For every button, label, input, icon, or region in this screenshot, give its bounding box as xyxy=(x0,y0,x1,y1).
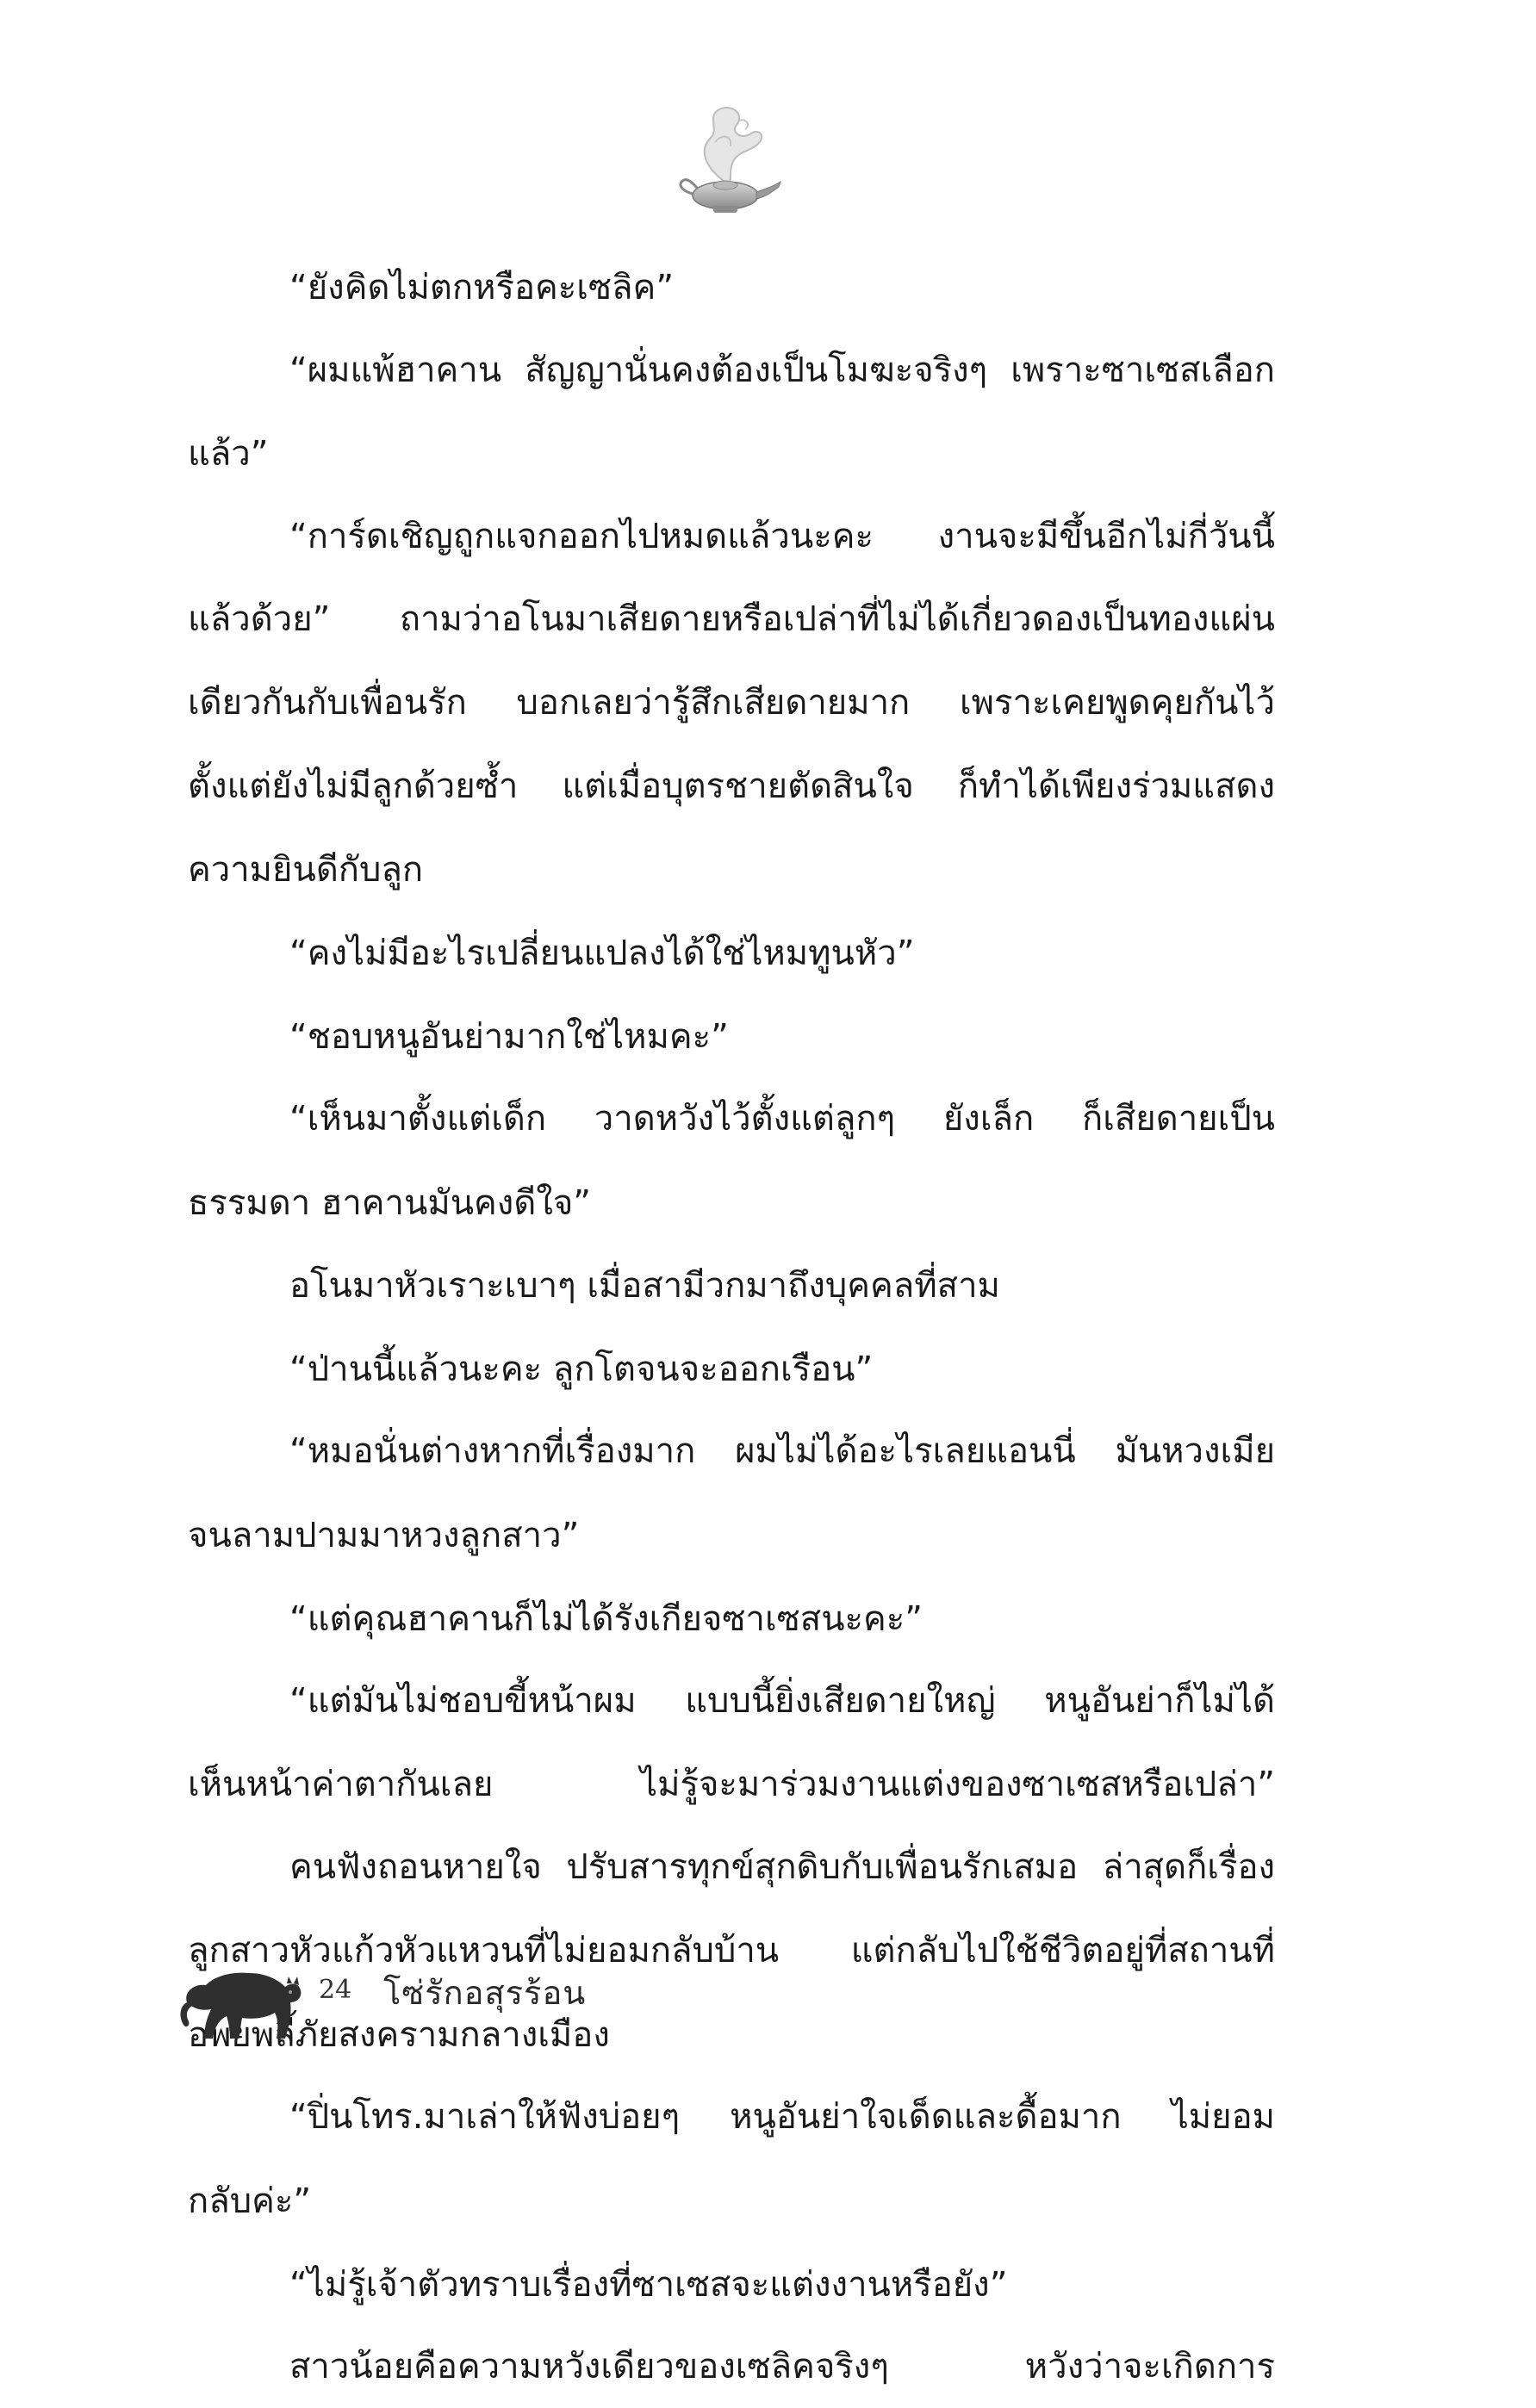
text-line: อพยพลี้ภัยสงครามกลางเมือง xyxy=(188,2014,610,2055)
text-line: กลับค่ะ” xyxy=(188,2181,312,2221)
text-line: “การ์ดเชิญถูกแจกออกไปหมดแล้วนะคะ งานจะมีขึ้นอีกไม่กี่วันนี้ xyxy=(289,516,1275,556)
text-line: “เห็นมาตั้งแต่เด็ก วาดหวังไว้ตั้งแต่ลูกๆ ยังเล็ก ก็เสียดายเป็น xyxy=(289,1098,1275,1139)
text-line: เห็นหน้าค่าตากันเลย ไม่รู้จะมาร่วมงานแต่งของซาเซสหรือเปล่า” xyxy=(188,1764,1275,1804)
text-line: อโนมาหัวเราะเบาๆ เมื่อสามีวกมาถึงบุคคลที่สาม xyxy=(289,1266,1000,1306)
text-line: แล้วด้วย” ถามว่าอโนมาเสียดายหรือเปล่าที่ไม่ได้เกี่ยวดองเป็นทองแผ่น xyxy=(188,599,1275,640)
text-line: ธรรมดา ฮาคานมันคงดีใจ” xyxy=(188,1182,592,1223)
text-line: เดียวกันกับเพื่อนรัก บอกเลยว่ารู้สึกเสียดายมาก เพราะเคยพูดคุยกันไว้ xyxy=(188,682,1275,723)
book-title: โซ่รักอสุรร้อน xyxy=(383,1974,587,2012)
panther-icon xyxy=(177,1942,306,2045)
text-line: ลูกสาวหัวแก้วหัวแหวนที่ไม่ยอมกลับบ้าน แต่กลับไปใช้ชีวิตอยู่ที่สถานที่ xyxy=(188,1930,1275,1970)
text-line: “ผมแพ้ฮาคาน สัญญานั่นคงต้องเป็นโมฆะจริงๆ เพราะซาเซสเลือก xyxy=(289,350,1275,390)
text-line: “แต่คุณฮาคานก็ไม่ได้รังเกียจซาเซสนะคะ” xyxy=(289,1598,923,1639)
text-line: จนลามปามมาหวงลูกสาว” xyxy=(188,1516,580,1556)
text-line: ความยินดีกับลูก xyxy=(188,850,424,891)
text-line: “แต่มันไม่ชอบขี้หน้าผม แบบนี้ยิ่งเสียดายใหญ่ หนูอันย่าก็ไม่ได้ xyxy=(289,1681,1275,1722)
page-number: 24 xyxy=(319,1975,352,2005)
text-line: ตั้งแต่ยังไม่มีลูกด้วยซ้ำ แต่เมื่อบุตรชายตัดสินใจ ก็ทำได้เพียงร่วมแสดง xyxy=(188,766,1275,806)
text-line: “ไม่รู้เจ้าตัวทราบเรื่องที่ซาเซสจะแต่งงานหรือยัง” xyxy=(289,2264,1008,2305)
genie-lamp-icon xyxy=(672,99,784,220)
page-footer xyxy=(177,1942,625,2045)
text-line: แล้ว” xyxy=(188,434,269,475)
text-line: “คงไม่มีอะไรเปลี่ยนแปลงได้ใช่ไหมทูนหัว” xyxy=(289,934,915,974)
text-line: “ยังคิดไม่ตกหรือคะเซลิค” xyxy=(289,268,675,308)
text-line: “ป่านนี้แล้วนะคะ ลูกโตจนจะออกเรือน” xyxy=(289,1350,874,1390)
text-line: สาวน้อยคือความหวังเดียวของเซลิคจริงๆ หวังว่าจะเกิดการ xyxy=(289,2346,1275,2386)
body-text xyxy=(188,245,1275,2408)
text-line: “หมอนั่นต่างหากที่เรื่องมาก ผมไม่ได้อะไรเลยแอนนี่ มันหวงเมีย xyxy=(289,1431,1275,1472)
text-line: “ชอบหนูอันย่ามากใช่ไหมคะ” xyxy=(289,1016,729,1057)
text-line: คนฟังถอนหายใจ ปรับสารทุกข์สุกดิบกับเพื่อนรักเสมอ ล่าสุดก็เรื่อง xyxy=(289,1847,1275,1888)
text-line: “ปิ่นโทร.มาเล่าให้ฟังบ่อยๆ หนูอันย่าใจเด็ดและดื้อมาก ไม่ยอม xyxy=(289,2097,1275,2138)
